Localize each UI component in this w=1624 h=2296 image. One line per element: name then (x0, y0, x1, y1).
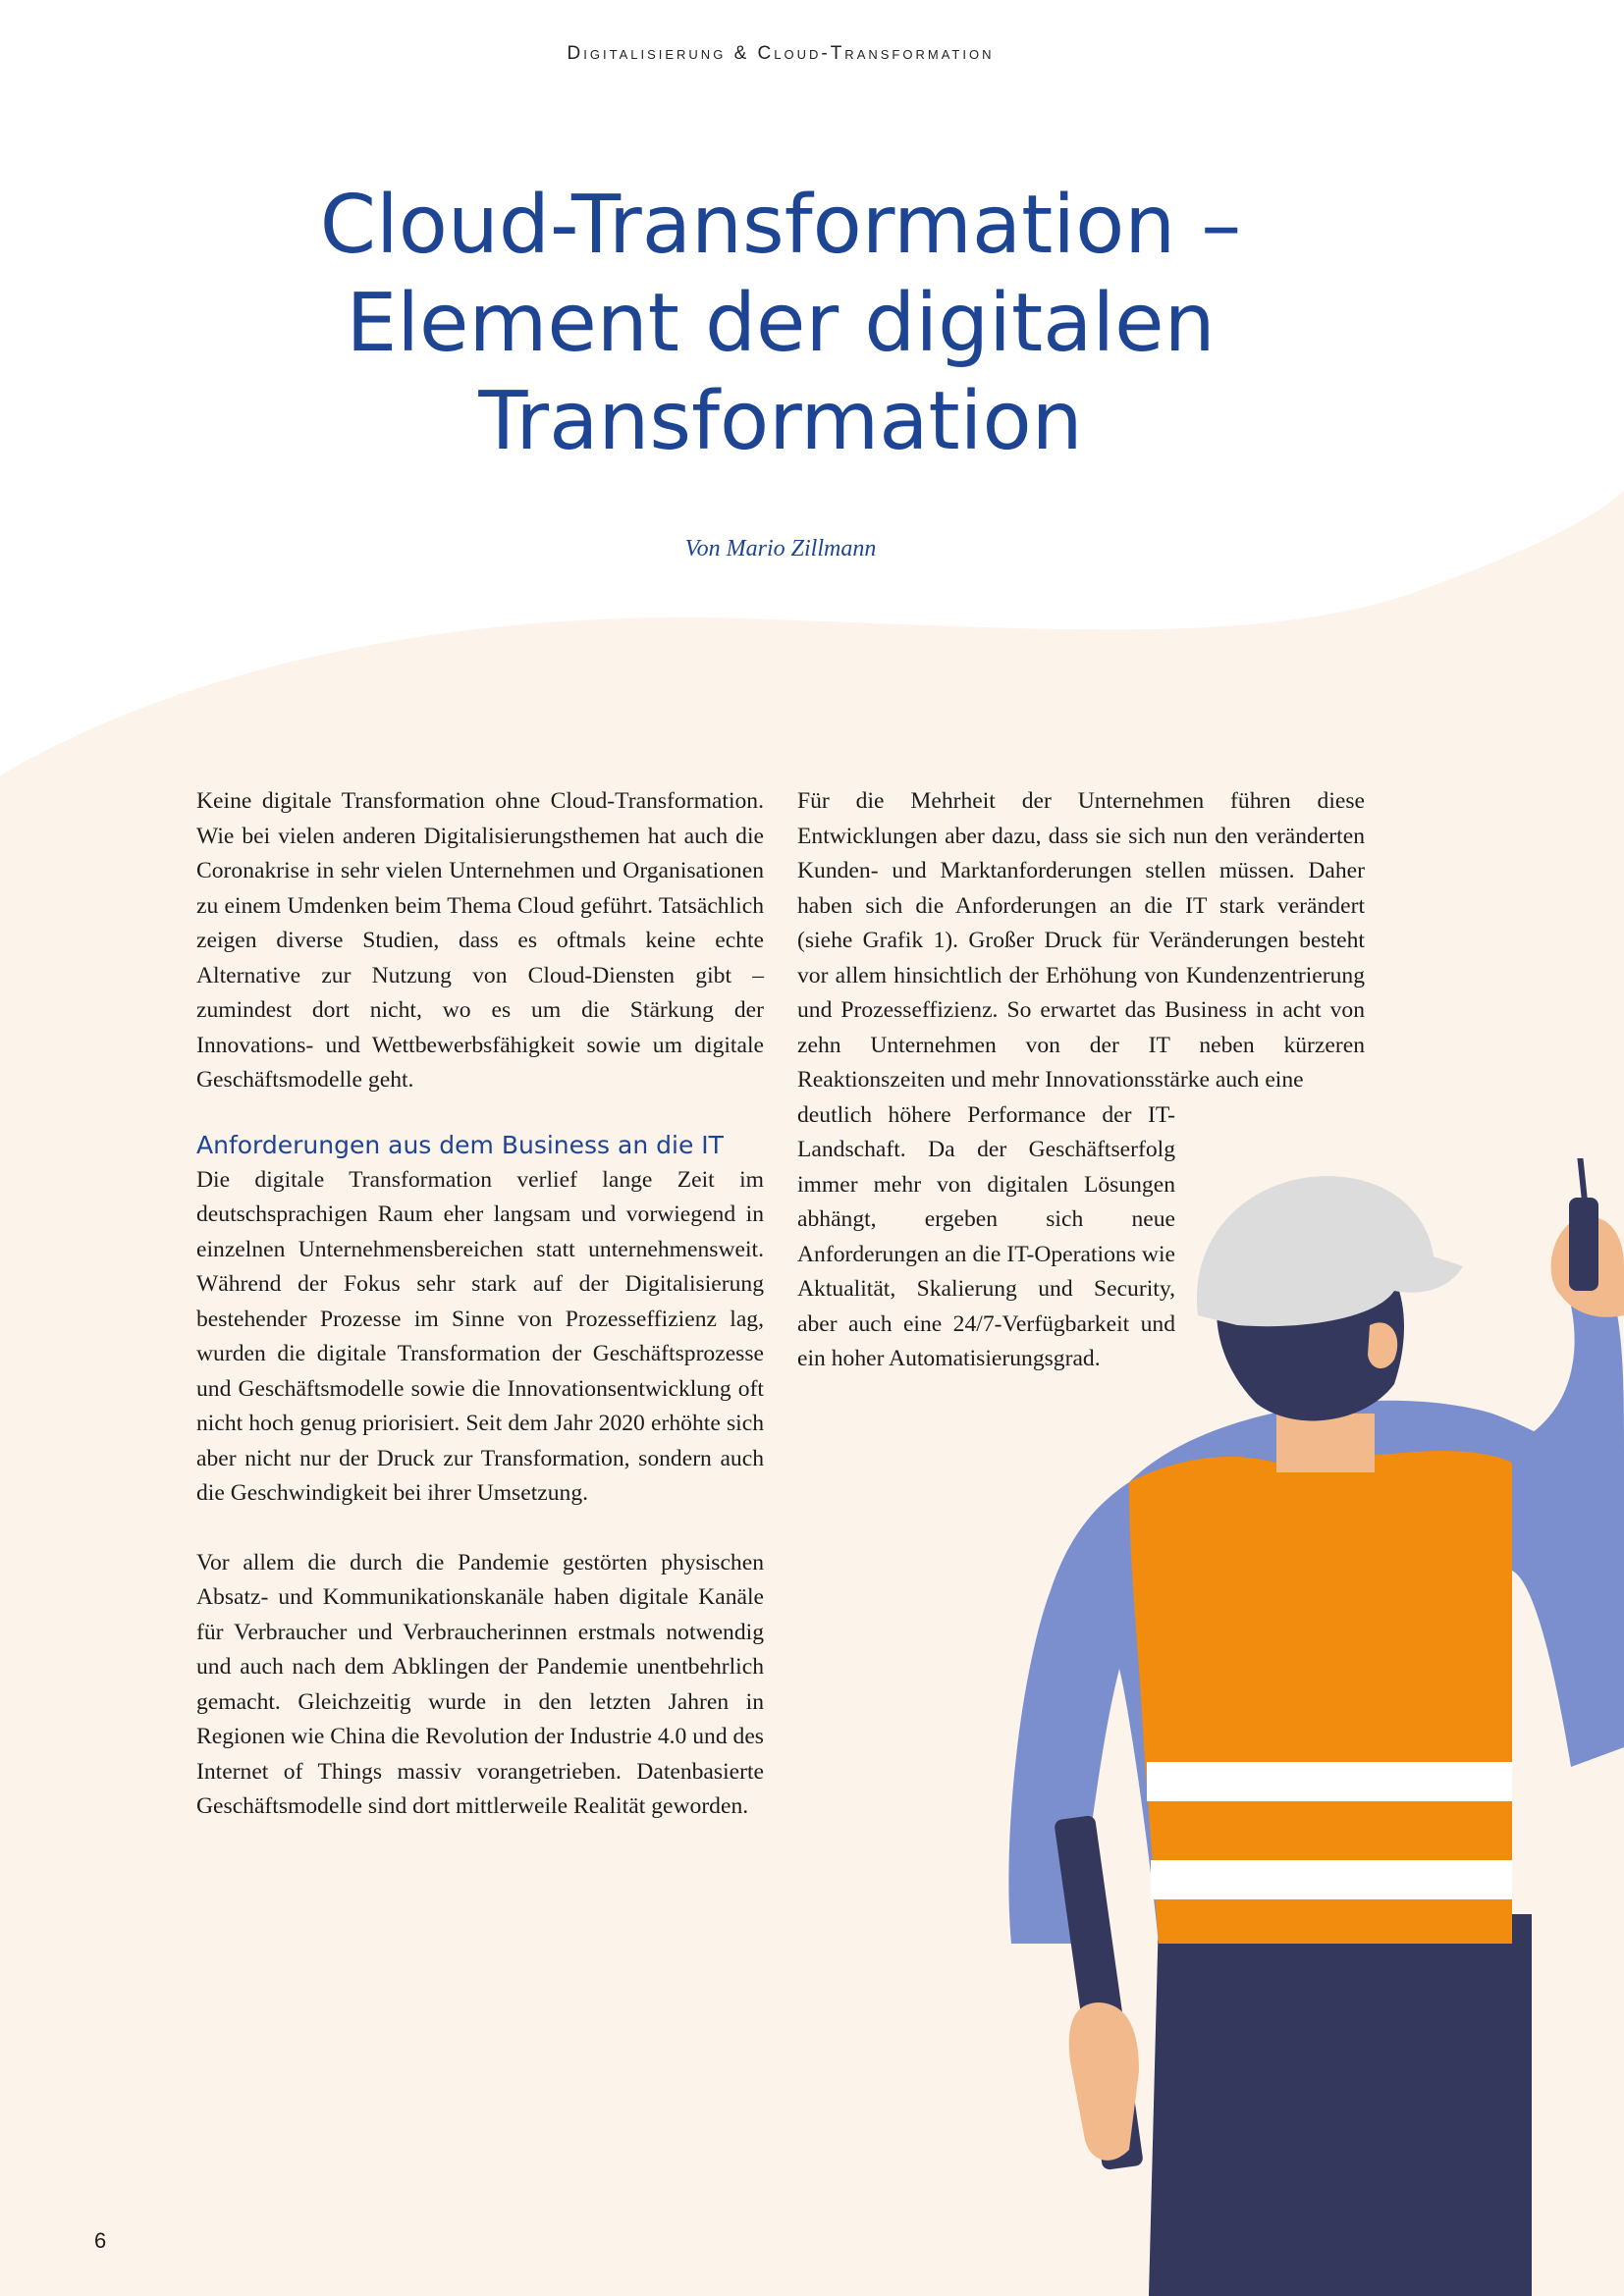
left-column (196, 784, 764, 1825)
right-paragraph-full: Für die Mehrheit der Unternehmen führen diese Entwicklungen aber dazu, dass sie sich nun den veränderten Kunden- und Marktanforderungen stellen müssen. Daher haben sich die Anforderungen an die IT stark verändert (siehe Grafik 1). Großer Druck für Veränderungen besteht vor allem hinsichtlich der Erhöhung von Kundenzentrierung und Prozesseffizienz. So erwartet das Business in acht von zehn Unternehmen von der IT neben kürzeren Reaktionszeiten und mehr Innovationsstärke auch eine (797, 788, 1365, 1093)
running-header: Digitalisierung & Cloud-Transformation (567, 43, 995, 64)
paragraph-gap (196, 1512, 764, 1546)
worker-neck (1276, 1414, 1375, 1472)
walkie-talkie-icon (1569, 1198, 1598, 1291)
title-line-2: Element der digitalen (346, 277, 1216, 370)
page-number: 6 (94, 2228, 107, 2253)
vest-reflective-stripe-1 (1147, 1762, 1512, 1801)
title-line-1: Cloud-Transformation – (319, 179, 1242, 272)
right-column (797, 784, 1365, 1377)
worker-pants (1149, 1914, 1532, 2296)
intro-paragraph: Keine digitale Transformation ohne Cloud-Transformation. Wie bei vielen anderen Digitalisierungsthemen hat auch die Coronakrise in sehr vielen Unternehmen und Organisationen zu einem Umdenken beim Thema Cloud geführt. Tatsächlich zeigen diverse Studien, dass es oftmals keine echte Alternative zur Nutzung von Cloud-Diensten gibt – zumindest dort nicht, wo es um die Stärkung der Innovations- und Wettbewerbsfähigkeit sowie um digitale Geschäftsmodelle geht. (196, 788, 764, 1093)
body-paragraph-3: Vor allem die durch die Pandemie gestörten physischen Absatz- und Kommunikationskanäle haben digitale Kanäle für Verbraucher und Verbraucherinnen erstmals notwendig und auch nach dem Abklingen der Pandemie unentbehrlich gemacht. Gleichzeitig wurde in den letzten Jahren in Regionen wie China die Revolution der Industrie 4.0 und des Internet of Things massiv vorangetrieben. Datenbasierte Geschäftsmodelle sind dort mittlerweile Realität geworden. (196, 1549, 764, 1819)
worker-left-hand (1069, 2002, 1139, 2161)
vest-reflective-stripe-2 (1151, 1860, 1512, 1899)
body-paragraph-2: Die digitale Transformation verlief lange Zeit im deutschsprachigen Raum eher langsam und vorwiegend in einzelnen Unternehmensbereichen statt unternehmensweit. Während der Fokus sehr stark auf der Digitalisierung bestehender Prozesse im Sinne von Prozesseffizienz lag, wurden die digitale Transformation der Geschäftsprozesse und Geschäftsmodelle sowie die Innovationsentwicklung oft nicht hoch genug priorisiert. Seit dem Jahr 2020 erhöhte sich aber nicht nur der Druck zur Transformation, sondern auch die Geschwindigkeit bei ihrer Umsetzung. (196, 1166, 764, 1506)
section-subheading: Anforderungen aus dem Business an die IT (196, 1130, 724, 1159)
right-paragraph-narrow: deutlich höhere Performance der IT-Landschaft. Da der Geschäftserfolg immer mehr von digitalen Lösungen abhängt, ergeben sich neue Anforderungen an die IT-Operations wie Aktualität, Skalierung und Security, aber auch eine 24/7-Verfügbarkeit und ein hoher Automatisierungsgrad. (797, 1101, 1175, 1371)
title-line-3: Transformation (478, 375, 1083, 468)
author-byline: Von Mario Zillmann (684, 536, 877, 561)
article-title (147, 177, 1414, 471)
